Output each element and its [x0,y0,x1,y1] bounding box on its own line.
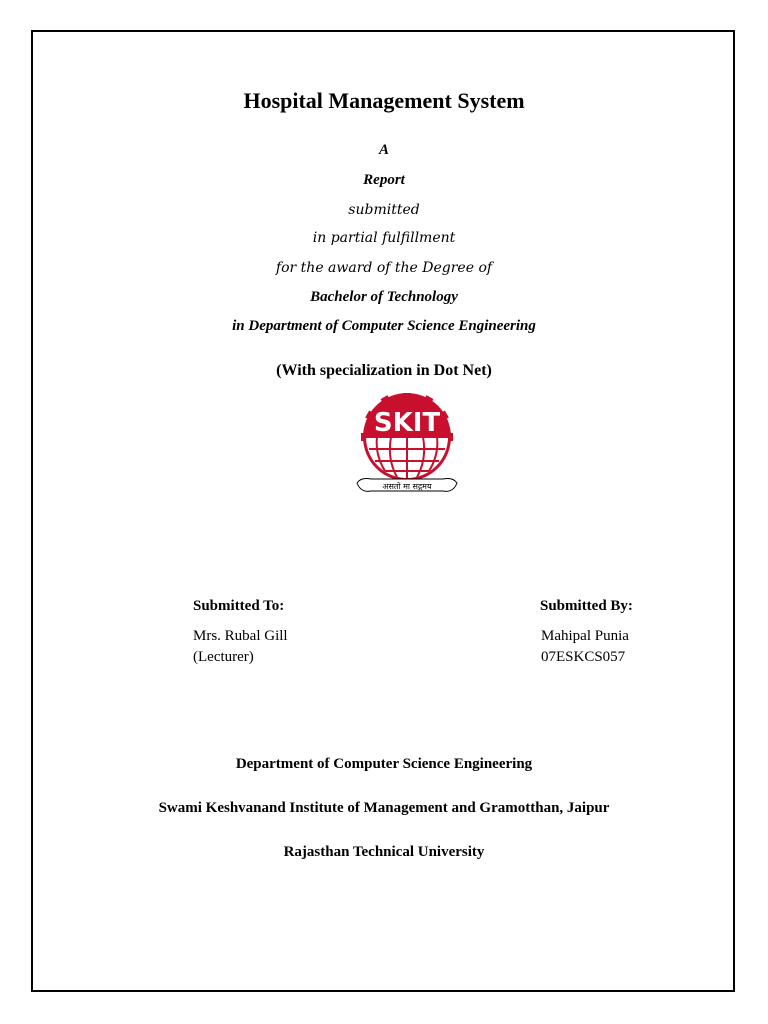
submitted-to-heading: Submitted To: [193,598,285,614]
a-line: A [378,142,389,158]
submitted-by-heading: Submitted By: [540,598,633,614]
logo-text: SKIT [373,408,441,438]
award-line: for the award of the Degree of [275,260,493,276]
logo-motto: असतो मा सद्गमय [382,482,432,491]
specialization-line: (With specialization in Dot Net) [276,362,492,379]
document-title: Hospital Management System [243,88,525,113]
skit-logo [351,393,463,497]
partial-fulfillment-line: in partial fulfillment [312,230,456,246]
degree-line: Bachelor of Technology [310,289,458,305]
report-line: Report [363,172,405,188]
department-line: in Department of Computer Science Engineering [232,318,536,334]
footer-institute: Swami Keshvanand Institute of Management and Gramotthan, Jaipur [158,800,610,816]
submitted-by-id: 07ESKCS057 [541,649,626,665]
submitted-to-role: (Lecturer) [193,649,254,665]
footer-department: Department of Computer Science Engineering [235,756,533,772]
submitted-line: submitted [348,202,420,218]
logo-globe-icon [365,437,449,479]
footer-university: Rajasthan Technical University [283,844,485,860]
submitted-to-name: Mrs. Rubal Gill [193,628,288,644]
submitted-by-name: Mahipal Punia [541,628,629,644]
